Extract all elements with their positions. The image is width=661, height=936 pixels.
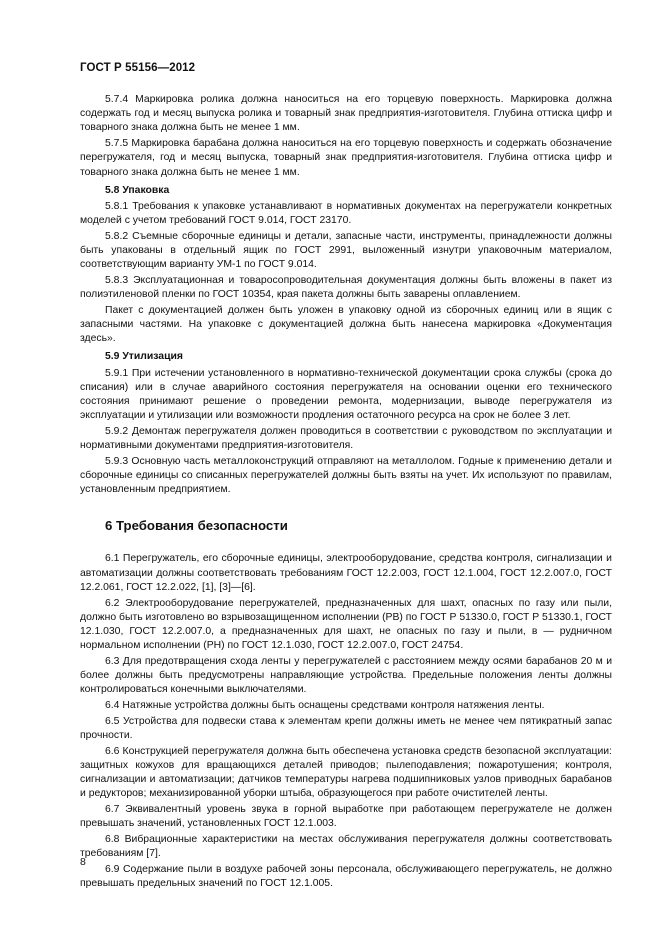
page-number: 8	[80, 856, 86, 868]
section-heading-safety: 6 Требования безопасности	[105, 518, 288, 534]
paragraph-5-8-3: 5.8.3 Эксплуатационная и товаросопроводительная документация должны быть вложены в пакет из полиэтиленовой пленки по ГОСТ 10354, края пакета должны быть заварены оплавлением.	[80, 274, 612, 301]
paragraph-6-1: 6.1 Перегружатель, его сборочные единицы, электрооборудование, средства контроля, сигнализации и автоматизации должны соответствовать требованиям ГОСТ 12.2.003, ГОСТ 12.1.004, ГОСТ 12.2.007.0, ГОСТ 12.2.061, ГОСТ 12.2.022, [1], [3]—[6].	[80, 553, 612, 593]
paragraph-5-8-3-continued: Пакет с документацией должен быть уложен в упаковку одной из сборочных единиц или в ящик с запасными частями. На упаковке с документацией должна быть нанесена маркировка «Документация здесь».	[80, 304, 612, 345]
paragraph-6-5: 6.5 Устройства для подвески става к элементам крепи должны иметь не менее чем пятикратный запас прочности.	[80, 715, 612, 741]
subsection-heading-disposal: 5.9 Утилизация	[105, 351, 183, 363]
document-body	[80, 93, 612, 893]
paragraph-6-2: 6.2 Электрооборудование перегружателей, предназначенных для шахт, опасных по газу или пыли, должно быть изготовлено во взрывозащищенном исполнении (РВ) по ГОСТ Р 51330.0, ГОСТ Р 51330.1, ГОСТ 12.1.030, ГОСТ 12.2.007.0, а предназначенных для шахт, не опасных по газу и пыли, в — рудничном нормальном исполнении (РН) по ГОСТ 12.1.030, ГОСТ 12.2.007.0, ГОСТ 24754.	[80, 597, 612, 652]
paragraph-6-7: 6.7 Эквивалентный уровень звука в горной выработке при работающем перегружателе не должен превышать значений, установленных ГОСТ 12.1.003.	[80, 803, 612, 830]
paragraph-6-9: 6.9 Содержание пыли в воздухе рабочей зоны персонала, обслуживающего перегружатель, не должно превышать предельных значений по ГОСТ 12.1.005.	[80, 863, 612, 889]
paragraph-5-7-4: 5.7.4 Маркировка ролика должна наноситься на его торцевую поверхность. Маркировка должна содержать год и месяц выпуска ролика и товарный знак предприятия-изготовителя. Глубина оттиска цифр и товарного знака должна быть не менее 1 мм.	[80, 94, 612, 134]
paragraph-5-9-3: 5.9.3 Основную часть металлоконструкций отправляют на металлолом. Годные к применению детали и сборочные единицы со списанных перегружателей должны быть взяты на учет. Их используют по правилам, установленным предприятием.	[80, 455, 612, 496]
paragraph-5-8-2: 5.8.2 Съемные сборочные единицы и детали, запасные части, инструменты, принадлежности должны быть упакованы в отдельный ящик по ГОСТ 2991, выложенный изнутри упаковочным материалом, соответствующим варианту УМ-1 по ГОСТ 9.014.	[80, 230, 612, 271]
paragraph-6-8: 6.8 Вибрационные характеристики на местах обслуживания перегружателя должны соответствовать требованиям [7].	[80, 833, 612, 860]
paragraph-5-8-1: 5.8.1 Требования к упаковке устанавливают в нормативных документах на перегружатели конкретных моделей с учетом требований ГОСТ 9.014, ГОСТ 23170.	[80, 200, 612, 227]
subsection-heading-packaging: 5.8 Упаковка	[105, 184, 170, 196]
paragraph-6-3: 6.3 Для предотвращения схода ленты у перегружателей с расстоянием между осями барабанов 20 м и более должны быть предусмотрены направляющие устройства. Предельные положения ленты должны контролироваться конечными выключателями.	[80, 655, 612, 696]
paragraph-6-6: 6.6 Конструкцией перегружателя должна быть обеспечена установка средств безопасной эксплуатации: защитных кожухов для вращающихся деталей приводов; пылеподавления; пожаротушения; контроля, сигнализации и автоматизации; датчиков температуры нагрева подшипниковых узлов приводных барабанов и редукторов; механизированной уборки штыба, образующегося при работе очистителей ленты.	[80, 745, 612, 800]
paragraph-5-9-2: 5.9.2 Демонтаж перегружателя должен проводиться в соответствии с руководством по эксплуатации и нормативными документами предприятия-изготовителя.	[80, 425, 612, 452]
paragraph-5-9-1: 5.9.1 При истечении установленного в нормативно-технической документации срока службы (срока до списания) или в случае аварийного состояния перегружателя на основании оценки его технического состояния принимают решение о проведении ремонта, модернизации, выводе перегружателя из эксплуатации и утилизации или возможности продления остаточного ресурса на срок не более 3 лет.	[80, 367, 612, 422]
paragraph-6-4: 6.4 Натяжные устройства должны быть оснащены средствами контроля натяжения ленты.	[105, 700, 545, 712]
paragraph-5-7-5: 5.7.5 Маркировка барабана должна наноситься на его торцевую поверхность и содержать обозначение перегружателя, год и месяц выпуска, товарный знак предприятия-изготовителя. Глубина оттиска цифр и товарного знака должна быть не менее 1 мм.	[80, 138, 612, 178]
page-header-standard: ГОСТ Р 55156—2012	[80, 62, 196, 74]
